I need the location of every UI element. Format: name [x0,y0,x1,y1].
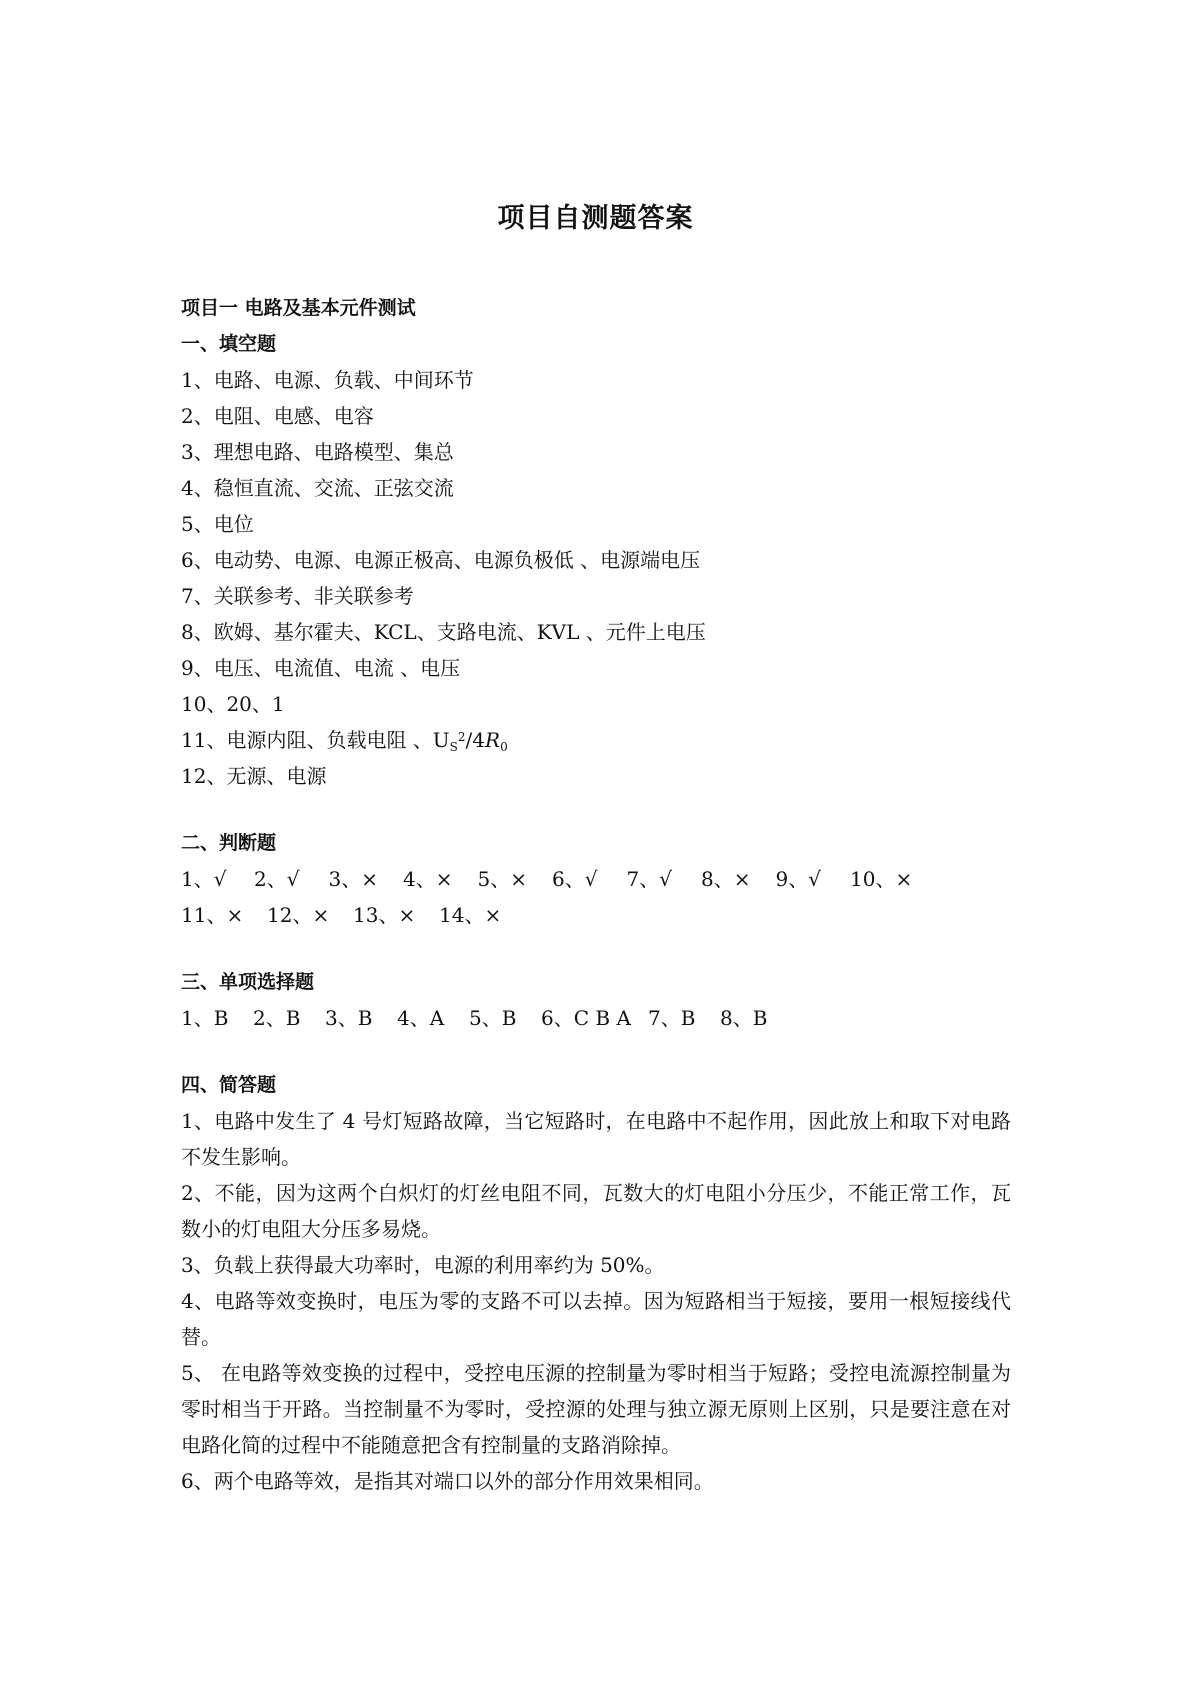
short-answer-paragraph: 2、不能，因为这两个白炽灯的灯丝电阻不同，瓦数大的灯电阻小分压少，不能正常工作，瓦数小的灯电阻大分压多易烧。 [181,1181,1011,1241]
spacer [181,794,1011,825]
fill-blank-answer: 10、20、1 [181,692,285,716]
single-choice-answer: 2、B [253,1006,301,1030]
document-body [181,290,1011,1499]
fill-blank-answer: 3、理想电路、电路模型、集总 [181,440,454,464]
spacer [181,933,1011,964]
document-title: 项目自测题答案 [497,203,694,234]
formula-superscript-2: 2 [457,730,466,744]
single-choice-answers-row [181,1000,1011,1036]
short-answer-paragraph: 5、 在电路等效变换的过程中，受控电压源的控制量为零时相当于短路；受控电流源控制量为零时相当于开路。当控制量不为零时，受控源的处理与独立源无原则上区别，只是要注意在对电路化简的过程中不能随意把含有控制量的支路消除掉。 [181,1361,1011,1457]
true-false-answer: 13、× [353,903,416,927]
single-choice-answer: 6、C B A [541,1006,631,1030]
fill-blank-answer: 1、电路、电源、负载、中间环节 [181,368,474,392]
short-answer-paragraph: 1、电路中发生了 4 号灯短路故障，当它短路时，在电路中不起作用，因此放上和取下对电路不发生影响。 [181,1109,1011,1169]
formula-divisor: /4 [465,728,486,752]
formula-resistance: R [485,728,501,752]
true-false-answer: 1、√ [181,867,227,891]
fill-blank-answer: 9、电压、电流值、电流 、电压 [181,656,461,680]
formula-subscript-s: S [449,740,458,754]
fill-blank-answer: 2、电阻、电感、电容 [181,404,374,428]
formula-subscript-0: 0 [500,740,508,754]
true-false-answer: 8、× [701,867,751,891]
fill-blank-answer: 8、欧姆、基尔霍夫、KCL、支路电流、KVL 、元件上电压 [181,620,706,644]
formula-prefix: 11、电源内阻、负载电阻 、U [181,728,450,752]
true-false-answers-row [181,897,1011,933]
true-false-answer: 2、√ [254,867,300,891]
true-false-answer: 10、× [850,867,913,891]
true-false-answer: 5、× [477,867,527,891]
spacer [181,1036,1011,1067]
section-heading-short-answer: 四、简答题 [181,1074,277,1096]
project-heading: 项目一 电路及基本元件测试 [181,297,416,319]
single-choice-answer: 5、B [469,1006,517,1030]
single-choice-answer: 7、B [648,1006,696,1030]
short-answer-paragraph: 3、负载上获得最大功率时，电源的利用率约为 50%。 [181,1253,665,1277]
single-choice-answer: 1、B [181,1006,229,1030]
true-false-answer: 14、× [439,903,502,927]
true-false-answer: 9、√ [775,867,821,891]
single-choice-answer: 3、B [325,1006,373,1030]
fill-blank-answer: 5、电位 [181,512,254,536]
true-false-answer: 4、× [403,867,453,891]
fill-blank-answer: 12、无源、电源 [181,764,327,788]
true-false-answers-row [181,861,1011,897]
true-false-answer: 11、× [181,903,244,927]
fill-blank-answer: 7、关联参考、非关联参考 [181,584,414,608]
short-answer-paragraph: 6、两个电路等效，是指其对端口以外的部分作用效果相同。 [181,1469,714,1493]
true-false-answer: 7、√ [626,867,672,891]
fill-blank-answer: 6、电动势、电源、电源正极高、电源负极低 、电源端电压 [181,548,701,572]
true-false-answer: 3、× [328,867,378,891]
single-choice-answer: 4、A [397,1006,445,1030]
section-heading-fill-blank: 一、填空题 [181,333,277,355]
short-answer-paragraph: 4、电路等效变换时，电压为零的支路不可以去掉。因为短路相当于短接，要用一根短接线代替。 [181,1289,1011,1349]
fill-blank-answer: 4、稳恒直流、交流、正弦交流 [181,476,454,500]
fill-blank-answer-formula [181,722,1011,758]
section-heading-true-false: 二、判断题 [181,832,277,854]
section-heading-single-choice: 三、单项选择题 [181,971,315,993]
single-choice-answer: 8、B [720,1006,768,1030]
true-false-answer: 12、× [267,903,330,927]
true-false-answer: 6、√ [552,867,598,891]
